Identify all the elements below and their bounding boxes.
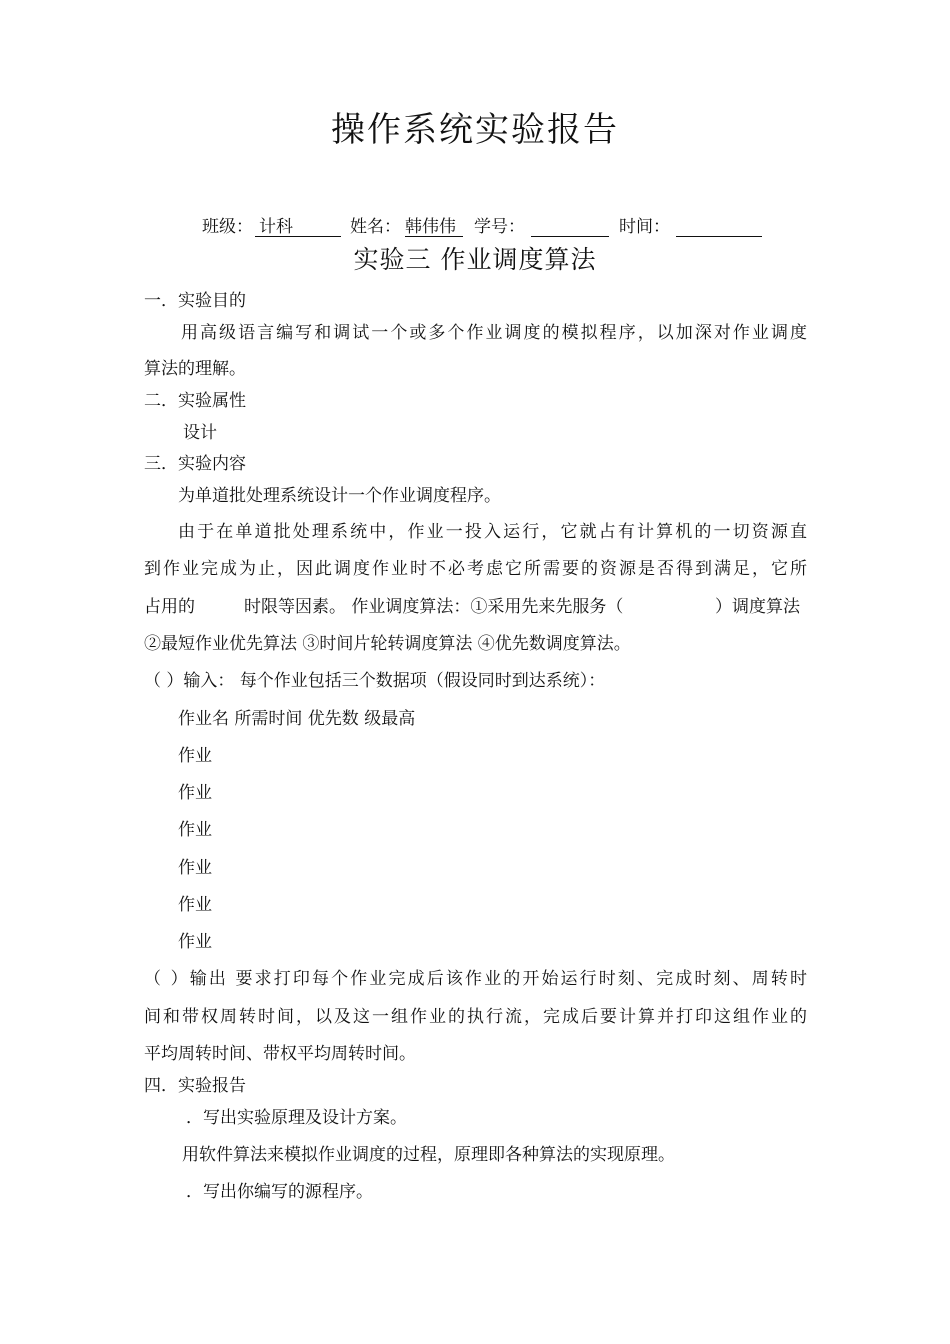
section3-paragraph2-line3-part1: 占用的 (144, 597, 195, 617)
name-underline (405, 236, 463, 237)
output-line1: （ ）输出 要求打印每个作业完成后该作业的开始运行时刻、完成时刻、周转时 (144, 969, 807, 989)
section3-paragraph2-line3-part2: 时限等因素。 作业调度算法：①采用先来先服务（ (244, 597, 624, 617)
section3-heading: 三．实验内容 (144, 454, 246, 474)
class-value: 计科 (259, 217, 293, 237)
job-row: 作业 (178, 932, 212, 952)
class-underline (255, 236, 341, 237)
section3-paragraph2-line4: ②最短作业优先算法 ③时间片轮转调度算法 ④优先数调度算法。 (144, 634, 631, 654)
section4-heading: 四．实验报告 (144, 1076, 246, 1096)
name-label: 姓名： (350, 217, 401, 237)
job-row: 作业 (178, 783, 212, 803)
job-row: 作业 (178, 895, 212, 915)
section1-heading: 一．实验目的 (144, 291, 246, 311)
time-label: 时间： (619, 217, 670, 237)
section4-paragraph: 用软件算法来模拟作业调度的过程，原理即各种算法的实现原理。 (182, 1145, 675, 1165)
section1-paragraph-line2: 算法的理解。 (144, 359, 246, 379)
section3-paragraph2-line2: 到作业完成为止，因此调度作业时不必考虑它所需要的资源是否得到满足，它所 (144, 559, 807, 579)
input-header: 作业名 所需时间 优先数 级最高 (178, 709, 416, 729)
name-value: 韩伟伟 (405, 217, 456, 237)
page-title: 操作系统实验报告 (331, 110, 619, 150)
time-underline (676, 236, 762, 237)
job-row: 作业 (178, 746, 212, 766)
section2-value: 设计 (183, 423, 217, 443)
section3-paragraph1: 为单道批处理系统设计一个作业调度程序。 (178, 486, 501, 506)
job-row: 作业 (178, 820, 212, 840)
section2-heading: 二．实验属性 (144, 391, 246, 411)
section3-paragraph2-line3-part3: ）调度算法 (715, 597, 800, 617)
section1-paragraph-line1: 用高级语言编写和调试一个或多个作业调度的模拟程序，以加深对作业调度 (181, 323, 807, 343)
output-line2: 间和带权周转时间，以及这一组作业的执行流，完成后要计算并打印这组作业的 (144, 1007, 807, 1027)
output-line3: 平均周转时间、带权平均周转时间。 (144, 1044, 416, 1064)
id-label: 学号： (474, 217, 525, 237)
job-row: 作业 (178, 858, 212, 878)
id-underline (531, 236, 609, 237)
section3-paragraph2-line1: 由于在单道批处理系统中，作业一投入运行，它就占有计算机的一切资源直 (178, 522, 807, 542)
class-label: 班级： (202, 217, 253, 237)
input-line: （ ）输入： 每个作业包括三个数据项（假设同时到达系统）： (144, 671, 606, 691)
section4-item2: ．写出你编写的源程序。 (186, 1182, 373, 1202)
section4-item1: ．写出实验原理及设计方案。 (186, 1108, 407, 1128)
experiment-title: 实验三 作业调度算法 (353, 245, 597, 274)
